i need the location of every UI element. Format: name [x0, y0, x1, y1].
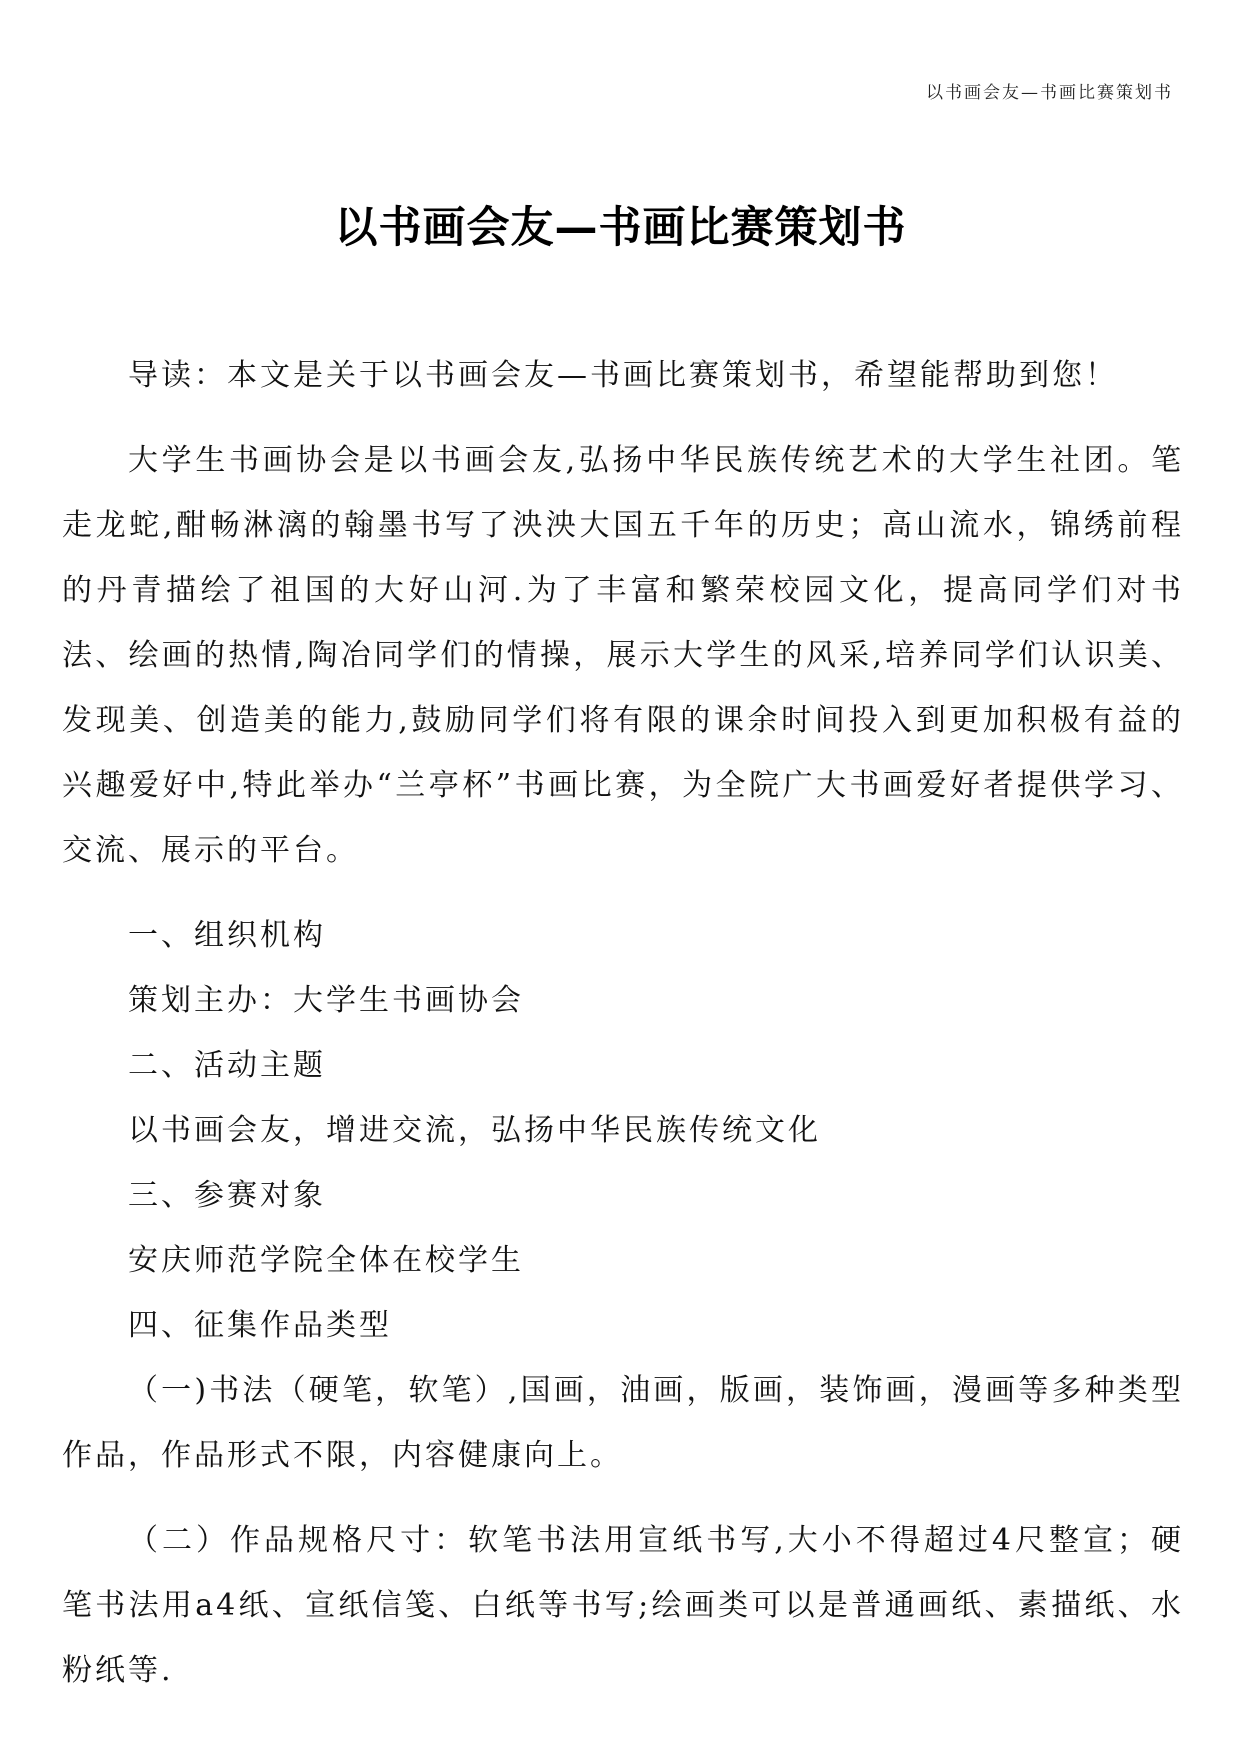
section-text-organizer: 策划主办：大学生书画协会	[128, 983, 524, 1018]
intro-paragraph: 导读：本文是关于以书画会友—书画比赛策划书，希望能帮助到您！	[128, 358, 1118, 393]
running-header: 以书画会友—书画比赛策划书	[926, 83, 1173, 103]
work-types-item-1: （一)书法（硬笔，软笔）,国画，油画，版画，装饰画，漫画等多种类型作品，作品形式不限，内容健康向上。	[62, 1373, 1184, 1473]
document-title: 以书画会友—书画比赛策划书	[334, 203, 907, 253]
background-paragraph: 大学生书画协会是以书画会友,弘扬中华民族传统艺术的大学生社团。笔走龙蛇,酣畅淋漓的翰墨书写了泱泱大国五千年的历史；高山流水，锦绣前程的丹青描绘了祖国的大好山河.为了丰富和繁荣校园文化，提高同学们对书法、绘画的热情,陶冶同学们的情操，展示大学生的风采,培养同学们认识美、发现美、创造美的能力,鼓励同学们将有限的课余时间投入到更加积极有益的兴趣爱好中,特此举办“兰亭杯”书画比赛，为全院广大书画爱好者提供学习、交流、展示的平台。	[62, 443, 1184, 868]
section-heading-work-types: 四、征集作品类型	[128, 1308, 392, 1343]
section-heading-participants: 三、参赛对象	[128, 1178, 326, 1213]
section-text-participants: 安庆师范学院全体在校学生	[128, 1243, 524, 1278]
section-heading-organization: 一、组织机构	[128, 918, 326, 953]
section-text-theme: 以书画会友，增进交流，弘扬中华民族传统文化	[128, 1113, 821, 1148]
document-body	[62, 343, 1184, 1723]
work-types-item-2: （二）作品规格尺寸：软笔书法用宣纸书写,大小不得超过4尺整宣；硬笔书法用a4纸、宣纸信笺、白纸等书写;绘画类可以是普通画纸、素描纸、水粉纸等.	[62, 1523, 1184, 1688]
section-heading-theme: 二、活动主题	[128, 1048, 326, 1083]
